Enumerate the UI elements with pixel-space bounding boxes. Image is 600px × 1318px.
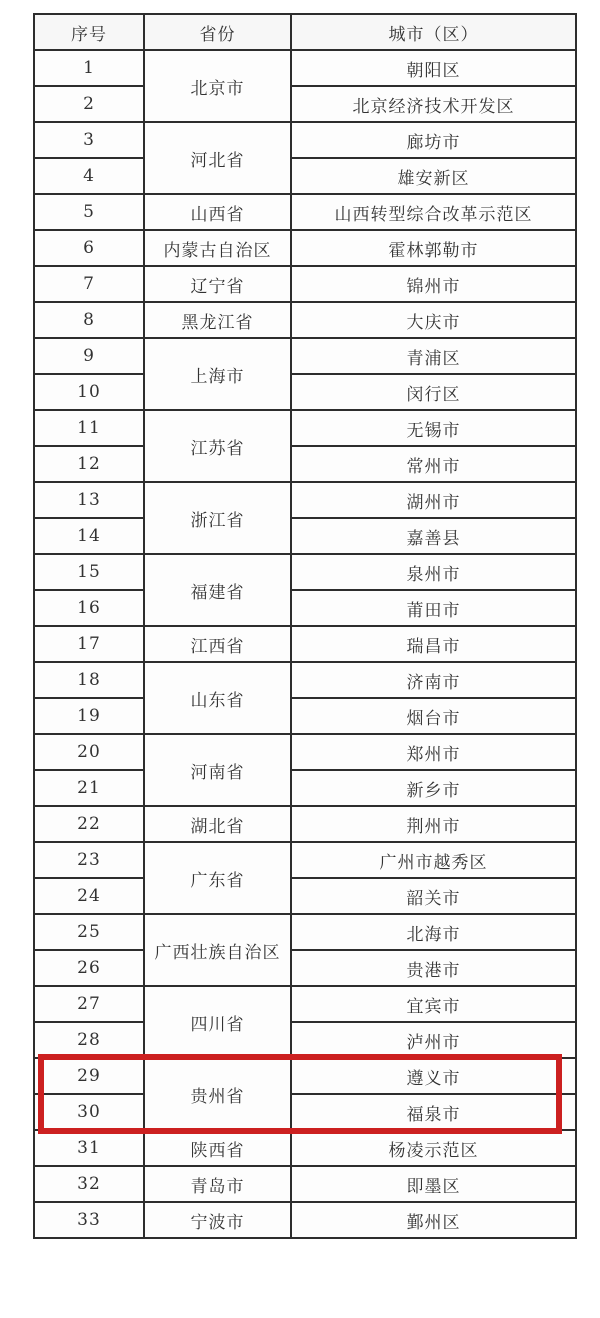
table-row <box>34 914 576 950</box>
cell-province: 贵州省 <box>144 1058 291 1130</box>
cell-serial-number: 13 <box>34 482 144 518</box>
table-row <box>34 266 576 302</box>
table-row <box>34 518 576 554</box>
cell-serial-number: 26 <box>34 950 144 986</box>
table-row <box>34 230 576 266</box>
table-row <box>34 950 576 986</box>
cell-city: 新乡市 <box>291 770 576 806</box>
table-header <box>34 14 576 50</box>
cell-serial-number: 8 <box>34 302 144 338</box>
cell-city: 朝阳区 <box>291 50 576 86</box>
table-row <box>34 590 576 626</box>
cell-serial-number: 24 <box>34 878 144 914</box>
cell-serial-number: 20 <box>34 734 144 770</box>
table-row <box>34 158 576 194</box>
cell-city: 荆州市 <box>291 806 576 842</box>
cell-serial-number: 11 <box>34 410 144 446</box>
cell-serial-number: 3 <box>34 122 144 158</box>
cell-province: 辽宁省 <box>144 266 291 302</box>
cell-serial-number: 25 <box>34 914 144 950</box>
cell-serial-number: 5 <box>34 194 144 230</box>
cell-city: 大庆市 <box>291 302 576 338</box>
table-row <box>34 878 576 914</box>
cell-city: 杨凌示范区 <box>291 1130 576 1166</box>
table-row <box>34 122 576 158</box>
cell-serial-number: 33 <box>34 1202 144 1238</box>
cell-city: 湖州市 <box>291 482 576 518</box>
table-row <box>34 1130 576 1166</box>
table-row <box>34 446 576 482</box>
cell-city: 无锡市 <box>291 410 576 446</box>
cell-province: 黑龙江省 <box>144 302 291 338</box>
cell-serial-number: 10 <box>34 374 144 410</box>
cell-city: 遵义市 <box>291 1058 576 1094</box>
cell-serial-number: 15 <box>34 554 144 590</box>
cell-province: 四川省 <box>144 986 291 1058</box>
table-row <box>34 374 576 410</box>
cell-city: 即墨区 <box>291 1166 576 1202</box>
cell-serial-number: 18 <box>34 662 144 698</box>
cell-city: 宜宾市 <box>291 986 576 1022</box>
cell-province: 山东省 <box>144 662 291 734</box>
cell-serial-number: 16 <box>34 590 144 626</box>
table-row <box>34 1202 576 1238</box>
cell-province: 广东省 <box>144 842 291 914</box>
cell-serial-number: 17 <box>34 626 144 662</box>
table-row <box>34 1094 576 1130</box>
cell-province: 湖北省 <box>144 806 291 842</box>
table-row <box>34 986 576 1022</box>
cell-serial-number: 6 <box>34 230 144 266</box>
cell-province: 宁波市 <box>144 1202 291 1238</box>
cell-serial-number: 27 <box>34 986 144 1022</box>
cell-serial-number: 19 <box>34 698 144 734</box>
table-row <box>34 482 576 518</box>
cell-city: 莆田市 <box>291 590 576 626</box>
table-row <box>34 806 576 842</box>
cell-city: 广州市越秀区 <box>291 842 576 878</box>
cell-city: 闵行区 <box>291 374 576 410</box>
cell-city: 锦州市 <box>291 266 576 302</box>
cell-province: 浙江省 <box>144 482 291 554</box>
column-header-province: 省份 <box>144 14 291 50</box>
table-row <box>34 86 576 122</box>
cell-city: 北京经济技术开发区 <box>291 86 576 122</box>
table-row <box>34 734 576 770</box>
table-row <box>34 410 576 446</box>
cell-province: 福建省 <box>144 554 291 626</box>
cell-city: 贵港市 <box>291 950 576 986</box>
table-row <box>34 50 576 86</box>
cell-serial-number: 30 <box>34 1094 144 1130</box>
table-row <box>34 698 576 734</box>
cell-serial-number: 29 <box>34 1058 144 1094</box>
cell-province: 上海市 <box>144 338 291 410</box>
cell-province: 青岛市 <box>144 1166 291 1202</box>
column-header-city: 城市（区） <box>291 14 576 50</box>
cell-city: 山西转型综合改革示范区 <box>291 194 576 230</box>
cell-city: 郑州市 <box>291 734 576 770</box>
cell-serial-number: 2 <box>34 86 144 122</box>
cell-serial-number: 22 <box>34 806 144 842</box>
table-row <box>34 302 576 338</box>
cell-city: 廊坊市 <box>291 122 576 158</box>
cell-province: 广西壮族自治区 <box>144 914 291 986</box>
header-row <box>34 14 576 50</box>
cell-serial-number: 32 <box>34 1166 144 1202</box>
table-row <box>34 338 576 374</box>
table-row <box>34 194 576 230</box>
table-row <box>34 1022 576 1058</box>
table-row <box>34 626 576 662</box>
cell-city: 嘉善县 <box>291 518 576 554</box>
cell-serial-number: 4 <box>34 158 144 194</box>
cell-serial-number: 12 <box>34 446 144 482</box>
column-header-no: 序号 <box>34 14 144 50</box>
cell-city: 鄞州区 <box>291 1202 576 1238</box>
cell-city: 福泉市 <box>291 1094 576 1130</box>
cell-serial-number: 28 <box>34 1022 144 1058</box>
cell-serial-number: 21 <box>34 770 144 806</box>
cell-city: 青浦区 <box>291 338 576 374</box>
table-row <box>34 1058 576 1094</box>
cell-province: 内蒙古自治区 <box>144 230 291 266</box>
table-row <box>34 1166 576 1202</box>
cell-city: 济南市 <box>291 662 576 698</box>
table-row <box>34 662 576 698</box>
cell-city: 泉州市 <box>291 554 576 590</box>
cell-province: 江西省 <box>144 626 291 662</box>
cell-province: 陕西省 <box>144 1130 291 1166</box>
cell-province: 河北省 <box>144 122 291 194</box>
cell-province: 河南省 <box>144 734 291 806</box>
cell-city: 常州市 <box>291 446 576 482</box>
cell-city: 霍林郭勒市 <box>291 230 576 266</box>
cell-serial-number: 23 <box>34 842 144 878</box>
cell-city: 烟台市 <box>291 698 576 734</box>
table-body <box>34 50 576 1238</box>
province-city-table <box>33 13 577 1239</box>
table-row <box>34 842 576 878</box>
cell-serial-number: 31 <box>34 1130 144 1166</box>
cell-serial-number: 9 <box>34 338 144 374</box>
table-row <box>34 770 576 806</box>
cell-city: 雄安新区 <box>291 158 576 194</box>
table-row <box>34 554 576 590</box>
cell-serial-number: 14 <box>34 518 144 554</box>
cell-city: 北海市 <box>291 914 576 950</box>
cell-city: 韶关市 <box>291 878 576 914</box>
cell-province: 江苏省 <box>144 410 291 482</box>
cell-serial-number: 1 <box>34 50 144 86</box>
cell-province: 北京市 <box>144 50 291 122</box>
cell-serial-number: 7 <box>34 266 144 302</box>
cell-province: 山西省 <box>144 194 291 230</box>
cell-city: 泸州市 <box>291 1022 576 1058</box>
cell-city: 瑞昌市 <box>291 626 576 662</box>
